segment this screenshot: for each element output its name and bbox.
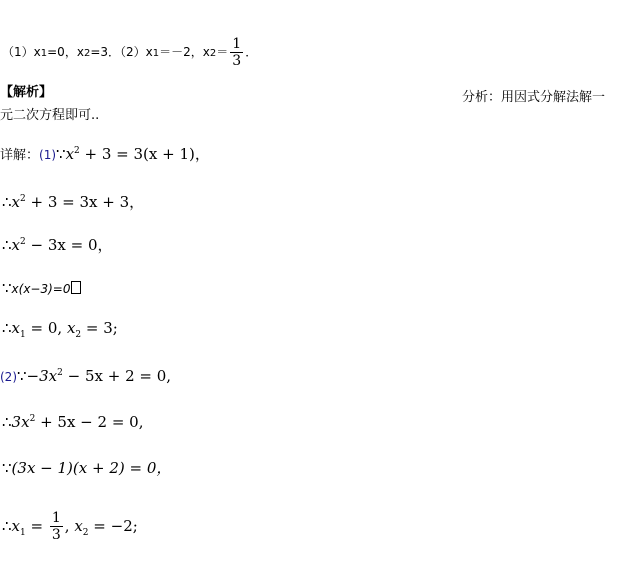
missing-glyph-box	[71, 281, 81, 294]
step-7	[2, 414, 143, 430]
answer-part1-open: （1）	[2, 45, 34, 59]
analysis-line1: 分析：用因式分解法解一	[462, 90, 606, 105]
step-2-x: x	[11, 193, 21, 211]
step-3	[2, 237, 113, 253]
because-symbol: ∵	[17, 367, 27, 385]
answer-p2-x2: x	[202, 45, 210, 59]
answer-line	[2, 36, 257, 69]
therefore-symbol: ∴	[2, 517, 12, 535]
therefore-symbol: ∴	[2, 236, 12, 254]
answer-p2-eq2: ＝	[216, 45, 229, 59]
jiexi-label: 【解析】	[0, 85, 53, 100]
answer-part2-open: （2）	[120, 45, 146, 59]
because-symbol: ∵	[56, 145, 66, 163]
step-5-x2: x	[66, 319, 76, 337]
step-5-sub1: 1	[20, 330, 26, 340]
analysis-line2: 元二次方程即可..	[0, 108, 100, 123]
step-9-sub2: 2	[82, 528, 89, 538]
step-2-exponent: 2	[20, 194, 26, 204]
answer-p2-sub1: 1	[152, 48, 160, 59]
step-9-comma: ,	[64, 517, 75, 535]
answer-p2-x1: x	[145, 45, 153, 59]
step-9	[2, 510, 138, 543]
step-5	[2, 320, 118, 340]
answer-p2-denominator: 3	[232, 53, 242, 69]
step-9-numerator: 1	[51, 510, 61, 526]
part-1-label: (1)	[39, 148, 57, 162]
step-6-exponent: 2	[57, 368, 63, 378]
answer-p2-eq1: ＝－2，	[159, 45, 203, 59]
answer-p1-eq1: =0，	[47, 45, 77, 59]
answer-p1-sub1: 1	[40, 48, 48, 59]
step-3-rest: − 3x = 0，	[25, 236, 113, 254]
because-symbol: ∵	[2, 279, 12, 297]
answer-p1-x2: x	[76, 45, 84, 59]
answer-p2-fraction	[230, 36, 243, 69]
step-5-x1: x	[11, 319, 21, 337]
step-5-rest: = 3;	[81, 319, 118, 337]
part-2-label: (2)	[0, 370, 17, 384]
step-1-exponent: 2	[74, 146, 80, 156]
step-9-x1: x	[11, 517, 21, 535]
step-4-expr: x(x−3)=0	[11, 282, 71, 296]
jiexi-heading	[0, 86, 52, 99]
step-2-rest: + 3 = 3x + 3，	[25, 193, 145, 211]
step-5-mid: = 0,	[25, 319, 67, 337]
step-9-rest: = −2;	[88, 517, 138, 535]
therefore-symbol: ∴	[2, 193, 12, 211]
step-5-sub2: 2	[75, 330, 82, 340]
step-7-rest: + 5x − 2 = 0,	[35, 413, 144, 431]
answer-p1-x1: x	[33, 45, 41, 59]
step-8-expr: (3x − 1)(x + 2) = 0，	[11, 459, 172, 477]
step-6	[0, 368, 171, 384]
answer-p2-sub2: 2	[209, 48, 217, 59]
answer-p1-eq2: =3．	[90, 45, 121, 59]
answer-p1-sub2: 2	[83, 48, 91, 59]
answer-p2-end: ．	[245, 45, 258, 59]
because-symbol: ∵	[2, 459, 12, 477]
therefore-symbol: ∴	[2, 413, 12, 431]
step-6-pre: −3x	[26, 367, 58, 385]
step-9-sub1: 1	[20, 528, 26, 538]
step-3-exponent: 2	[20, 237, 26, 247]
step-9-fraction	[50, 510, 63, 543]
step-1	[0, 146, 210, 162]
step-8	[2, 460, 171, 476]
step-7-pre: 3x	[11, 413, 30, 431]
step-9-denominator: 3	[51, 527, 61, 543]
therefore-symbol: ∴	[2, 319, 12, 337]
step-9-eq: =	[25, 517, 48, 535]
step-4	[2, 280, 81, 296]
answer-p2-numerator: 1	[232, 36, 242, 52]
step-3-x: x	[11, 236, 21, 254]
detail-label: 详解：	[0, 148, 40, 163]
step-7-exponent: 2	[29, 414, 36, 424]
step-2	[2, 194, 144, 210]
step-1-rest: + 3 = 3(x + 1)，	[79, 145, 210, 163]
step-6-rest: − 5x + 2 = 0,	[62, 367, 172, 385]
step-9-x2: x	[74, 517, 83, 535]
step-1-x: x	[65, 145, 75, 163]
